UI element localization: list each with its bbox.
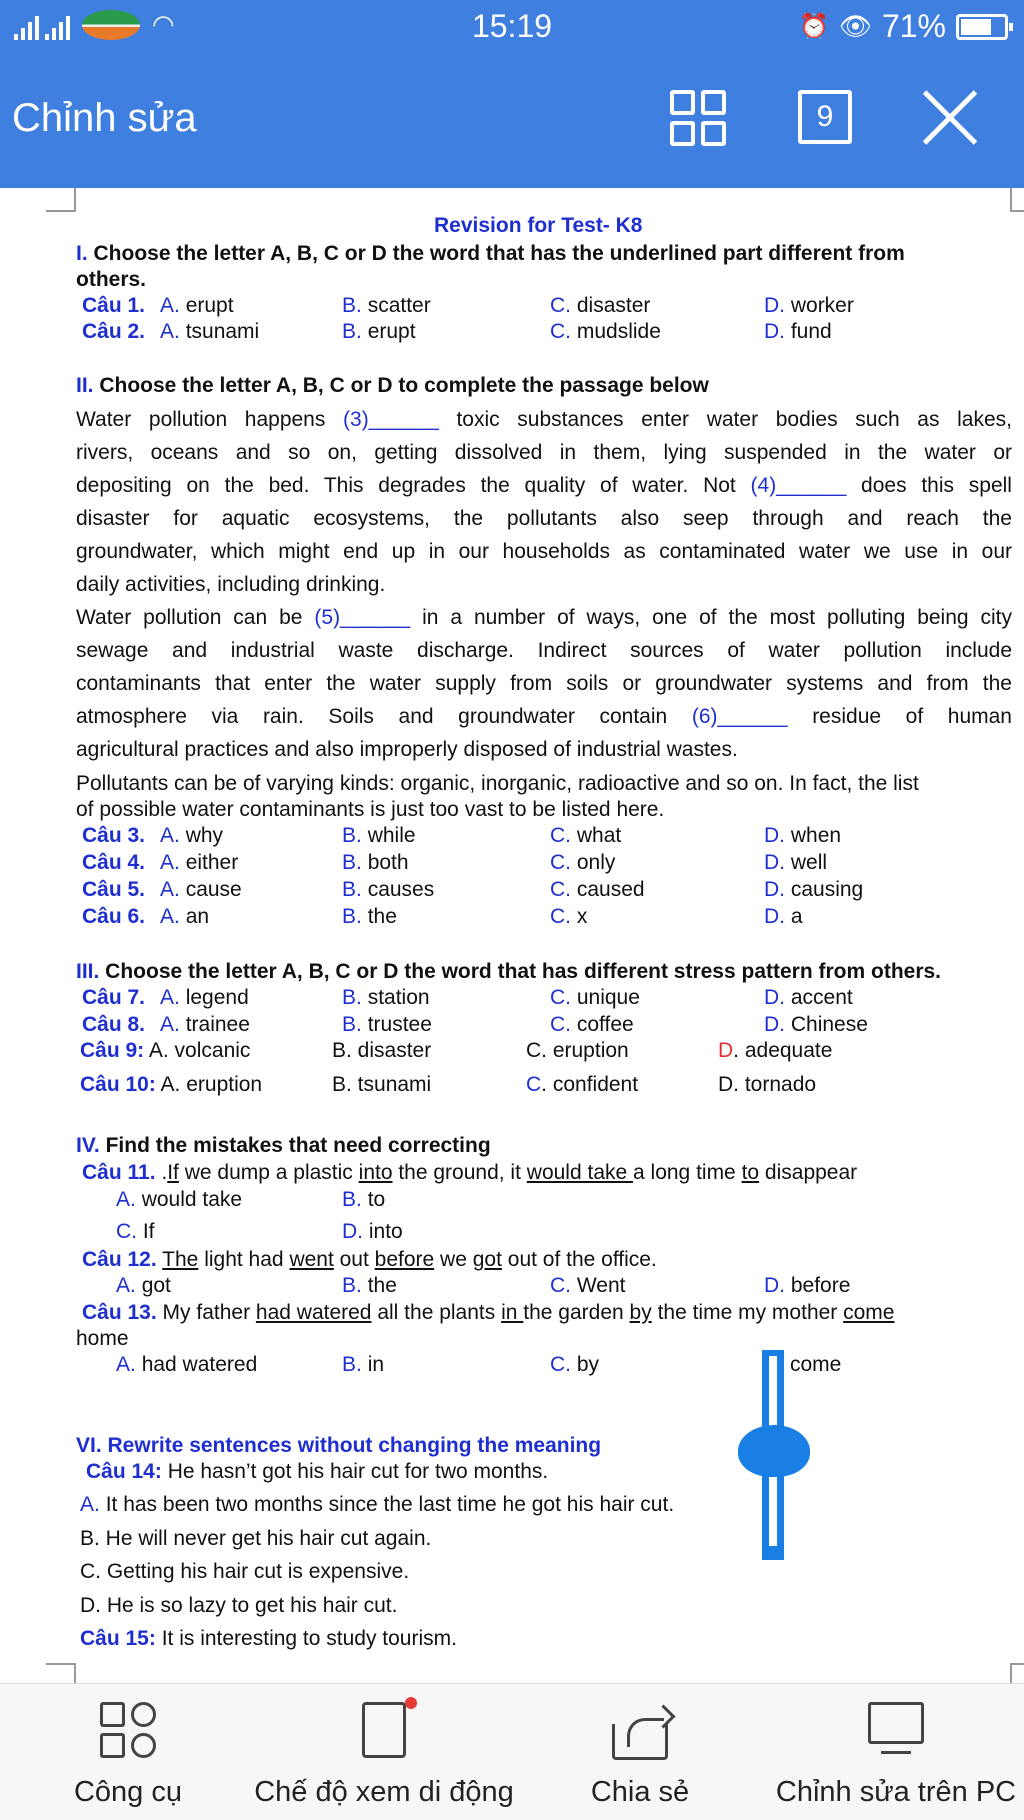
q14-label: Câu 14: xyxy=(86,1460,162,1483)
q3-option-d[interactable] xyxy=(764,824,841,848)
q6-option-d[interactable] xyxy=(764,905,803,929)
section-num: IV. xyxy=(76,1134,100,1157)
passage-text: in a number of ways, one of the most polluting being city xyxy=(422,606,1013,629)
option-letter: C. xyxy=(550,905,571,928)
q13-option-b[interactable] xyxy=(342,1353,384,1377)
option-letter: C. xyxy=(550,851,571,874)
section-2-heading xyxy=(76,374,709,398)
tools-label: Công cụ xyxy=(73,1776,182,1808)
option-text: erupt xyxy=(185,294,234,317)
q1-label: Câu 1. xyxy=(82,294,146,317)
section-1-heading xyxy=(76,242,905,266)
q3-label: Câu 3. xyxy=(82,824,146,847)
underlined-word: in xyxy=(501,1301,524,1324)
section-num: III. xyxy=(76,960,100,983)
passage-text: residue of human xyxy=(812,705,1012,728)
sentence-text: we dump a plastic xyxy=(178,1161,359,1184)
share-button[interactable] xyxy=(512,1684,768,1820)
q9-option-d[interactable]: D. adequate xyxy=(718,1039,833,1062)
q8-option-c[interactable] xyxy=(550,1013,634,1037)
option-letter: B. xyxy=(342,1013,362,1036)
document-page[interactable] xyxy=(0,188,1024,1683)
option-text[interactable]: A. eruption xyxy=(160,1073,263,1096)
mobile-view-label: Chế độ xem di động xyxy=(254,1776,514,1808)
q11-option-b[interactable] xyxy=(342,1188,385,1212)
page-corner-mark xyxy=(1010,1663,1024,1683)
q14-option-d[interactable]: D. He is so lazy to get his hair cut. xyxy=(80,1594,398,1617)
option-text: legend xyxy=(185,986,249,1009)
option-text: when xyxy=(790,824,842,847)
battery-icon xyxy=(956,14,1008,40)
option-text: come xyxy=(790,1353,842,1376)
q10-option-d[interactable]: D. tornado xyxy=(718,1073,817,1096)
passage-text: Water pollution can be xyxy=(76,606,303,629)
question-text: It is interesting to study tourism. xyxy=(155,1627,457,1650)
option-letter: D. xyxy=(764,824,785,847)
passage-line xyxy=(76,606,1012,630)
option-text: why xyxy=(185,824,224,847)
q13-sentence xyxy=(82,1301,894,1325)
option-letter: C. xyxy=(550,878,571,901)
option-letter: D xyxy=(718,1039,734,1062)
option-text: by xyxy=(576,1353,600,1376)
selection-handle[interactable] xyxy=(738,1425,810,1477)
q8-option-d[interactable] xyxy=(764,1013,868,1037)
passage-line: groundwater, which might end up in our households as contaminated water we use in our xyxy=(76,540,1012,563)
option-text: either xyxy=(185,851,239,874)
passage-text: toxic substances enter water bodies such as lakes, xyxy=(456,408,1012,431)
q11-label: Câu 11. xyxy=(82,1161,156,1184)
q4-option-d[interactable] xyxy=(764,851,827,875)
blank-6[interactable]: (6)______ xyxy=(691,705,788,728)
option-text: mudslide xyxy=(576,320,661,343)
q15-label: Câu 15: xyxy=(80,1627,156,1650)
option-text: what xyxy=(576,824,622,847)
eye-icon: 👁 xyxy=(838,11,872,41)
passage-text: does this spell xyxy=(861,474,1012,497)
q12-option-d[interactable] xyxy=(764,1274,850,1298)
underlined-word: had watered xyxy=(255,1301,372,1324)
option-letter: B. xyxy=(342,905,362,928)
option-letter: B. xyxy=(342,851,362,874)
option-text: confident xyxy=(552,1073,639,1096)
option-text: Went xyxy=(576,1274,626,1297)
q1-option-b[interactable] xyxy=(342,294,431,318)
q6-label: Câu 6. xyxy=(82,905,146,928)
passage-line: rivers, oceans and so on, getting dissolved in them, lying suspended in the water or xyxy=(76,441,1012,464)
sentence-text: the time my mother xyxy=(651,1301,844,1324)
option-text: caused xyxy=(576,878,645,901)
option-text: It has been two months since the last time he got his hair cut. xyxy=(105,1493,675,1516)
option-text: would take xyxy=(141,1188,243,1211)
section-num: II. xyxy=(76,374,94,397)
passage-line: sewage and industrial waste discharge. Indirect sources of water pollution include xyxy=(76,639,1012,662)
q12-option-b[interactable] xyxy=(342,1274,397,1298)
option-text: scatter xyxy=(367,294,431,317)
sentence-text: the ground, it xyxy=(392,1161,527,1184)
heading-text: Choose the letter A, B, C or D to complete the passage below xyxy=(93,374,709,397)
status-icons-right xyxy=(799,8,1008,45)
q1-option-d[interactable] xyxy=(764,294,854,318)
passage-text: depositing on the bed. This degrades the quality of water. Not xyxy=(76,474,736,497)
option-letter: D. xyxy=(764,905,785,928)
page-corner-mark xyxy=(46,188,76,212)
option-letter: A. xyxy=(116,1188,136,1211)
option-letter: B. xyxy=(342,824,362,847)
sentence-text: out xyxy=(333,1248,375,1271)
q3-option-a[interactable] xyxy=(160,824,223,848)
option-text: trustee xyxy=(367,1013,432,1036)
sentence-text: the garden xyxy=(523,1301,630,1324)
passage-line: contaminants that enter the water supply from soils or groundwater systems and from the xyxy=(76,672,1012,695)
grid-view-button[interactable] xyxy=(670,90,726,146)
passage-line xyxy=(76,474,1012,498)
app-bar xyxy=(0,50,1024,188)
sentence-text: out of the office. xyxy=(501,1248,657,1271)
bottom-toolbar xyxy=(0,1683,1024,1820)
option-text: coffee xyxy=(576,1013,634,1036)
passage-line xyxy=(76,408,1012,432)
doc-title: Revision for Test- K8 xyxy=(434,214,643,237)
sentence-text: we xyxy=(434,1248,473,1271)
q8-option-b[interactable] xyxy=(342,1013,432,1037)
q11-option-c[interactable] xyxy=(116,1220,155,1244)
q8-label: Câu 8. xyxy=(82,1013,146,1036)
edit-on-pc-button[interactable] xyxy=(768,1684,1024,1820)
option-letter: D. xyxy=(764,320,785,343)
heading-text: Find the mistakes that need correcting xyxy=(99,1134,491,1157)
page-corner-mark xyxy=(46,1663,76,1683)
q9-row xyxy=(80,1039,250,1063)
q11-option-d[interactable] xyxy=(342,1220,403,1244)
option-text: had watered xyxy=(141,1353,258,1376)
app-bar-title: Chỉnh sửa xyxy=(12,96,197,140)
option-letter: A. xyxy=(160,851,180,874)
underlined-word: The xyxy=(162,1248,199,1271)
option-text: Chinese xyxy=(790,1013,868,1036)
q2-option-d[interactable] xyxy=(764,320,832,344)
q7-label: Câu 7. xyxy=(82,986,146,1009)
q8-option-a[interactable] xyxy=(160,1013,250,1037)
q12-option-c[interactable] xyxy=(550,1274,625,1298)
option-letter: C. xyxy=(550,294,571,317)
underlined-word: If xyxy=(167,1161,179,1184)
sentence-text: a long time xyxy=(633,1161,742,1184)
option-text: the xyxy=(367,1274,397,1297)
option-text: the xyxy=(367,905,397,928)
q5-option-c[interactable] xyxy=(550,878,645,902)
underlined-word: before xyxy=(374,1248,435,1271)
edit-on-pc-icon xyxy=(868,1702,924,1744)
q4-option-b[interactable] xyxy=(342,851,409,875)
option-letter: A. xyxy=(160,824,180,847)
option-text: adequate xyxy=(744,1039,833,1062)
passage-text: atmosphere via rain. Soils and groundwater contain xyxy=(76,705,668,728)
q7-option-d[interactable] xyxy=(764,986,853,1010)
page-count-button[interactable]: 9 xyxy=(798,90,852,144)
q14-question xyxy=(86,1460,548,1484)
option-letter: C. xyxy=(550,824,571,847)
q9-option-c[interactable]: C. eruption xyxy=(526,1039,629,1062)
blank-4[interactable]: (4)______ xyxy=(750,474,847,497)
option-text: only xyxy=(576,851,616,874)
option-letter: B. xyxy=(342,986,362,1009)
q15-question xyxy=(80,1627,457,1651)
option-letter: C. xyxy=(550,1353,571,1376)
passage-line xyxy=(76,705,1012,729)
option-text: disaster xyxy=(576,294,651,317)
option-letter: A. xyxy=(160,1013,180,1036)
q13-label: Câu 13. xyxy=(82,1301,157,1324)
passage-line: daily activities, including drinking. xyxy=(76,573,386,596)
passage-text: Water pollution happens xyxy=(76,408,326,431)
q14-option-a[interactable] xyxy=(80,1493,674,1517)
passage-line: Pollutants can be of varying kinds: organic, inorganic, radioactive and so on. In fact, the list xyxy=(76,772,919,795)
option-letter: C. xyxy=(550,986,571,1009)
underlined-word: to xyxy=(741,1161,760,1184)
status-bar xyxy=(0,0,1024,50)
q4-option-c[interactable] xyxy=(550,851,615,875)
option-text: accent xyxy=(790,986,853,1009)
option-text: got xyxy=(141,1274,171,1297)
option-letter: D. xyxy=(764,986,785,1009)
option-text: fund xyxy=(790,320,832,343)
q2-option-a[interactable] xyxy=(160,320,259,344)
q5-option-b[interactable] xyxy=(342,878,434,902)
q13-option-c[interactable] xyxy=(550,1353,599,1377)
option-letter: C xyxy=(526,1073,542,1096)
underlined-word: by xyxy=(629,1301,652,1324)
grid-icon-cell xyxy=(701,121,726,146)
mobile-view-button[interactable] xyxy=(256,1684,512,1820)
option-text[interactable]: A. volcanic xyxy=(148,1039,251,1062)
underlined-word: come xyxy=(843,1301,895,1324)
q10-option-c[interactable]: C. confident xyxy=(526,1073,639,1096)
heading-text: Choose the letter A, B, C or D the word that has different stress pattern from others. xyxy=(99,960,942,983)
status-time: 15:19 xyxy=(471,8,553,44)
option-letter: B. xyxy=(342,1188,362,1211)
q12-option-a[interactable] xyxy=(116,1274,171,1298)
q11-sentence xyxy=(82,1161,857,1185)
q7-option-a[interactable] xyxy=(160,986,249,1010)
q4-label: Câu 4. xyxy=(82,851,146,874)
option-letter: A. xyxy=(160,905,180,928)
option-text: a xyxy=(790,905,803,928)
option-letter: C. xyxy=(116,1220,137,1243)
q9-option-b[interactable]: B. disaster xyxy=(332,1039,432,1062)
option-text: trainee xyxy=(185,1013,250,1036)
option-letter: B. xyxy=(342,1274,362,1297)
q7-option-c[interactable] xyxy=(550,986,640,1010)
option-text: to xyxy=(367,1188,386,1211)
option-text: while xyxy=(367,824,416,847)
option-letter: B. xyxy=(342,878,362,901)
q6-option-c[interactable] xyxy=(550,905,587,929)
sentence-text: My father xyxy=(156,1301,256,1324)
q6-option-a[interactable] xyxy=(160,905,209,929)
grid-icon-cell xyxy=(701,90,726,115)
sentence-text: light had xyxy=(198,1248,290,1271)
edit-on-pc-label: Chỉnh sửa trên PC xyxy=(775,1776,1017,1808)
grid-icon-cell xyxy=(670,121,695,146)
q9-label: Câu 9: xyxy=(80,1039,145,1062)
q11-option-a[interactable] xyxy=(116,1188,242,1212)
q3-option-b[interactable] xyxy=(342,824,416,848)
option-letter: A. xyxy=(116,1274,136,1297)
option-letter: D. xyxy=(764,294,785,317)
sentence-text: disappear xyxy=(759,1161,858,1184)
option-letter: B. xyxy=(342,294,362,317)
option-text: well xyxy=(790,851,828,874)
option-letter: D. xyxy=(764,1274,785,1297)
q13-option-d[interactable] xyxy=(790,1353,841,1377)
q5-option-d[interactable] xyxy=(764,878,863,902)
q2-option-c[interactable] xyxy=(550,320,661,344)
blank-3[interactable]: (3)______ xyxy=(343,408,439,431)
q10-option-b[interactable]: B. tsunami xyxy=(332,1073,432,1096)
q7-option-b[interactable] xyxy=(342,986,430,1010)
q4-option-a[interactable] xyxy=(160,851,238,875)
page-corner-mark xyxy=(1010,188,1024,212)
option-text: causing xyxy=(790,878,864,901)
blank-5[interactable]: (5)______ xyxy=(314,606,411,629)
wifi-icon: ◠ xyxy=(152,9,175,39)
option-text: erupt xyxy=(367,320,416,343)
option-letter: B. xyxy=(342,1353,362,1376)
q12-label: Câu 12. xyxy=(82,1248,157,1271)
sentence-text: all the plants xyxy=(371,1301,502,1324)
section-1-heading-cont: others. xyxy=(76,268,147,291)
heading-text: Choose the letter A, B, C or D the word that has the underlined part different from xyxy=(87,242,905,265)
section-6-heading: VI. Rewrite sentences without changing the meaning xyxy=(76,1434,602,1457)
passage-line: agricultural practices and also improperly disposed of industrial wastes. xyxy=(76,738,738,761)
option-text: into xyxy=(368,1220,403,1243)
tools-icon xyxy=(100,1702,156,1758)
option-text: x xyxy=(576,905,588,928)
alarm-icon: ⏰ xyxy=(799,13,829,40)
passage-line: of possible water contaminants is just too vast to be listed here. xyxy=(76,798,665,821)
underlined-word: would take xyxy=(526,1161,634,1184)
q2-option-b[interactable] xyxy=(342,320,416,344)
mobile-view-icon xyxy=(362,1702,406,1758)
underlined-word: into xyxy=(358,1161,393,1184)
option-text: cause xyxy=(185,878,242,901)
option-text: worker xyxy=(790,294,854,317)
q14-option-c[interactable]: C. Getting his hair cut is expensive. xyxy=(80,1560,410,1583)
option-text: tsunami xyxy=(185,320,260,343)
section-3-heading xyxy=(76,960,941,984)
q3-option-c[interactable] xyxy=(550,824,621,848)
option-text: in xyxy=(367,1353,385,1376)
option-letter: D. xyxy=(764,851,785,874)
option-letter: A. xyxy=(160,294,180,317)
option-letter: C. xyxy=(550,1274,571,1297)
q6-option-b[interactable] xyxy=(342,905,397,929)
q10-label: Câu 10: xyxy=(80,1073,156,1096)
tools-button[interactable] xyxy=(0,1684,256,1820)
passage-line: disaster for aquatic ecosystems, the pollutants also seep through and reach the xyxy=(76,507,1012,530)
option-letter: C. xyxy=(550,320,571,343)
share-icon xyxy=(612,1724,668,1760)
q1-option-c[interactable] xyxy=(550,294,650,318)
share-label: Chia sẻ xyxy=(590,1776,690,1808)
option-letter: D. xyxy=(764,878,785,901)
option-text: station xyxy=(367,986,430,1009)
option-letter: A. xyxy=(80,1493,100,1516)
option-letter: A. xyxy=(160,320,180,343)
option-text: unique xyxy=(576,986,640,1009)
option-text: before xyxy=(790,1274,851,1297)
option-letter: D. xyxy=(764,1013,785,1036)
option-letter: A. xyxy=(160,878,180,901)
section-4-heading xyxy=(76,1134,491,1158)
q14-option-b[interactable]: B. He will never get his hair cut again. xyxy=(80,1527,432,1550)
section-num: I. xyxy=(76,242,88,265)
option-text: both xyxy=(367,851,409,874)
q12-sentence xyxy=(82,1248,657,1272)
option-letter: D. xyxy=(342,1220,363,1243)
option-letter: A. xyxy=(116,1353,136,1376)
option-letter: B. xyxy=(342,320,362,343)
sentence-text: . xyxy=(155,1161,168,1184)
underlined-word: went xyxy=(289,1248,334,1271)
q1-option-a[interactable] xyxy=(160,294,234,318)
question-text: He hasn’t got his hair cut for two months. xyxy=(161,1460,549,1483)
option-letter: A. xyxy=(160,986,180,1009)
q13-sentence-cont: home xyxy=(76,1327,129,1350)
underlined-word: got xyxy=(472,1248,502,1271)
close-button[interactable] xyxy=(920,88,980,148)
q2-label: Câu 2. xyxy=(82,320,146,343)
q5-option-a[interactable] xyxy=(160,878,242,902)
q13-option-a[interactable] xyxy=(116,1353,257,1377)
option-text: an xyxy=(185,905,210,928)
grid-icon-cell xyxy=(670,90,695,115)
option-text: If xyxy=(142,1220,155,1243)
option-text: causes xyxy=(367,878,435,901)
q5-label: Câu 5. xyxy=(82,878,146,901)
q10-row xyxy=(80,1073,262,1097)
option-letter: C. xyxy=(550,1013,571,1036)
battery-percent: 71% xyxy=(881,8,946,44)
